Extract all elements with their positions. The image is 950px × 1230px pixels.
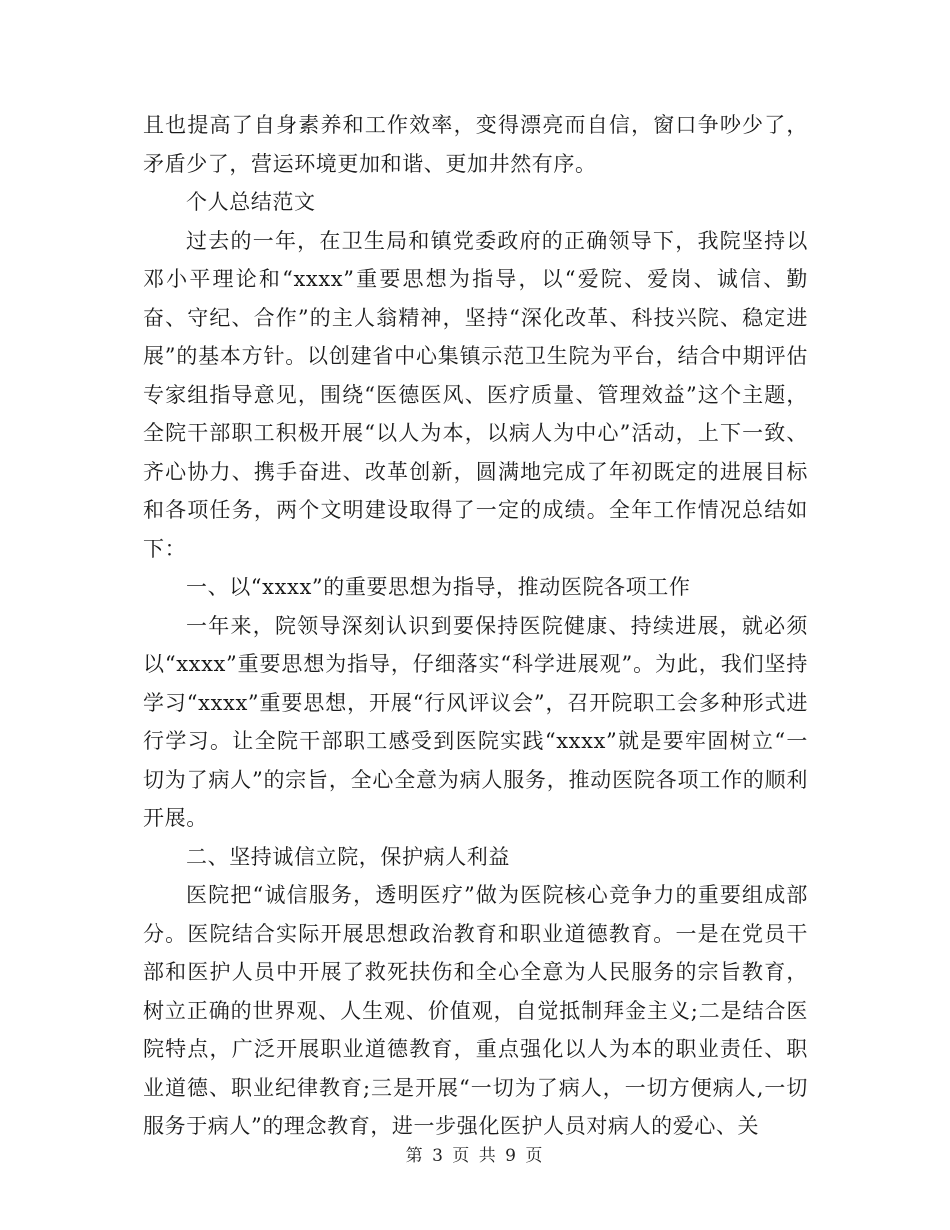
heading-section-two: 二、坚持诚信立院，保护病人利益: [186, 844, 510, 869]
paragraph-section-one: 一年来，院领导深刻认识到要保持医院健康、持续进展，就必须以“xxxx”重要思想为指导，仔细落实“科学进展观”。为此，我们坚持学习“xxxx”重要思想，开展“行风评议会”，召开院职工会多种形式进行学习。让全院干部职工感受到医院实践“xxxx”就是要牢固树立“一切为了病人”的宗旨，全心全意为病人服务，推动医院各项工作的顺利开展。: [143, 613, 808, 830]
page-number-footer: 第 3 页 共 9 页: [405, 1146, 545, 1166]
section-title-summary: 个人总结范文: [186, 190, 316, 214]
paragraph-continuation: 且也提高了自身素养和工作效率，变得漂亮而自信，窗口争吵少了，矛盾少了，营运环境更加和谐、更加井然有序。: [143, 113, 808, 176]
heading-section-one: 一、以“xxxx”的重要思想为指导，推动医院各项工作: [186, 575, 691, 599]
document-body: [143, 106, 808, 1146]
paragraph-intro: 过去的一年，在卫生局和镇党委政府的正确领导下，我院坚持以邓小平理论和“xxxx”重要思想为指导，以“爱院、爱岗、诚信、勤奋、守纪、合作”的主人翁精神，坚持“深化改革、科技兴院、稳定进展”的基本方针。以创建省中心集镇示范卫生院为平台，结合中期评估专家组指导意见，围绕“医德医风、医疗质量、管理效益”这个主题，全院干部职工积极开展“以人为本，以病人为中心”活动，上下一致、齐心协力、携手奋进、改革创新，圆满地完成了年初既定的进展目标和各项任务，两个文明建设取得了一定的成绩。全年工作情况总结如下：: [143, 228, 808, 561]
paragraph-section-two: 医院把“诚信服务，透明医疗”做为医院核心竞争力的重要组成部分。医院结合实际开展思想政治教育和职业道德教育。一是在党员干部和医护人员中开展了救死扶伤和全心全意为人民服务的宗旨教育，树立正确的世界观、人生观、价值观，自觉抵制拜金主义;二是结合医院特点，广泛开展职业道德教育，重点强化以人为本的职业责任、职业道德、职业纪律教育;三是开展“一切为了病人，一切方便病人,一切服务于病人”的理念教育，进一步强化医护人员对病人的爱心、关: [143, 883, 808, 1138]
